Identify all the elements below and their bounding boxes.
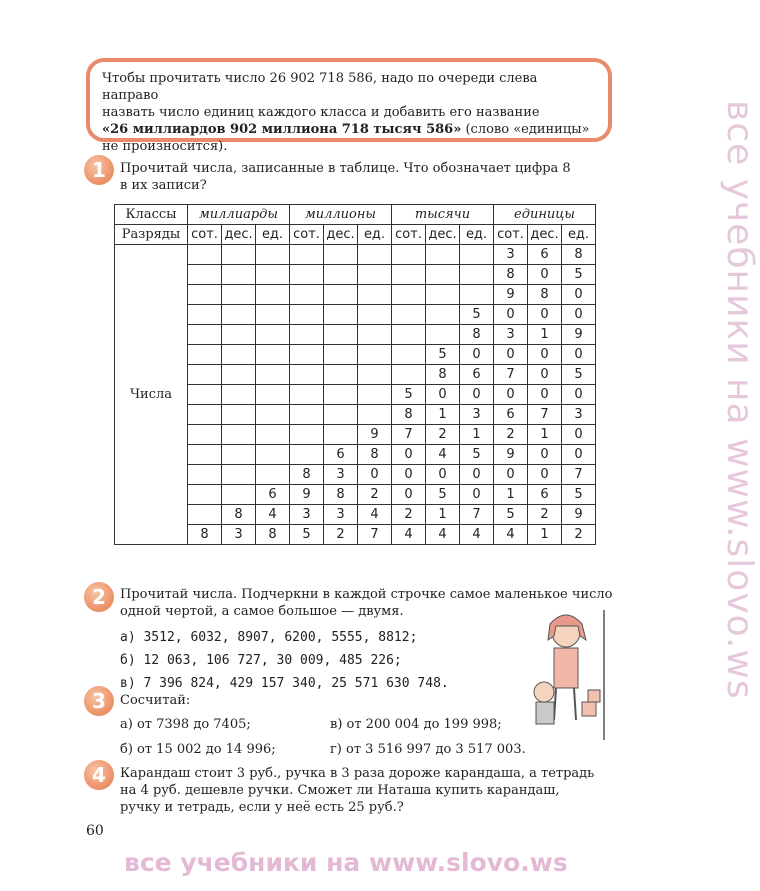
digit-cell: 5 (460, 305, 494, 325)
digit-cell: 1 (528, 525, 562, 545)
digit-cell: 0 (528, 465, 562, 485)
digit-cell (460, 245, 494, 265)
number-row (115, 385, 596, 405)
number-row (115, 265, 596, 285)
digit-cell (290, 365, 324, 385)
digit-cell (256, 425, 290, 445)
digit-cell (358, 245, 392, 265)
number-row (115, 525, 596, 545)
digit-cell: 5 (562, 265, 596, 285)
task-1-text (120, 160, 571, 194)
digit-cell (290, 385, 324, 405)
digit-cell (324, 365, 358, 385)
rule-line-3-rest: (слово «единицы» (461, 122, 590, 137)
digit-cell: 6 (528, 485, 562, 505)
task-3-item-c: в) от 200 004 до 199 998; (330, 717, 502, 732)
digit-cell: 8 (256, 525, 290, 545)
number-row (115, 445, 596, 465)
digit-cell: 7 (460, 505, 494, 525)
number-row (115, 365, 596, 385)
digit-cell: 0 (528, 385, 562, 405)
digit-cell: 9 (358, 425, 392, 445)
classes-label: Классы (115, 205, 188, 225)
digit-cell (358, 305, 392, 325)
digit-cell (392, 285, 426, 305)
digit-cell (460, 265, 494, 285)
digit-cell: 8 (494, 265, 528, 285)
number-row (115, 245, 596, 265)
task-1-line-2: в их записи? (120, 178, 207, 193)
task-4-line-3: ручку и тетрадь, если у неё есть 25 руб.? (120, 800, 404, 815)
digit-cell (222, 445, 256, 465)
digit-cell: 2 (358, 485, 392, 505)
digit-cell (392, 325, 426, 345)
digit-cell: 2 (324, 525, 358, 545)
digit-cell: 2 (392, 505, 426, 525)
digit-cell (290, 285, 324, 305)
digit-cell (358, 265, 392, 285)
class-header: тысячи (392, 205, 494, 225)
digit-cell (290, 345, 324, 365)
digit-cell (426, 305, 460, 325)
digit-cell (188, 445, 222, 465)
digit-cell (324, 265, 358, 285)
digit-cell: 0 (494, 385, 528, 405)
class-header: единицы (494, 205, 596, 225)
rank-header: дес. (222, 225, 256, 245)
digit-cell: 4 (358, 505, 392, 525)
digit-cell: 0 (494, 345, 528, 365)
classes-row (115, 205, 596, 225)
digit-cell: 0 (392, 465, 426, 485)
digit-cell (290, 305, 324, 325)
digit-cell (256, 325, 290, 345)
digit-cell: 0 (494, 305, 528, 325)
digit-cell: 5 (426, 485, 460, 505)
digit-cell: 0 (528, 265, 562, 285)
digit-cell: 9 (562, 325, 596, 345)
digit-cell (188, 345, 222, 365)
task-2-line-1: Прочитай числа. Подчеркни в каждой строчке самое маленькое число (120, 587, 613, 602)
rank-header: ед. (562, 225, 596, 245)
digit-cell: 0 (426, 385, 460, 405)
task-4-text (120, 765, 594, 816)
ranks-row (115, 225, 596, 245)
children-illustration (526, 610, 614, 740)
class-header: миллионы (290, 205, 392, 225)
digit-cell: 0 (562, 445, 596, 465)
digit-cell: 3 (222, 525, 256, 545)
digit-cell: 7 (528, 405, 562, 425)
watermark-bottom: все учебники на www.slovo.ws (124, 848, 568, 877)
digit-cell: 2 (528, 505, 562, 525)
number-row (115, 425, 596, 445)
rule-line-4: не произносится). (102, 139, 228, 154)
digit-cell: 3 (494, 245, 528, 265)
digit-cell: 2 (562, 525, 596, 545)
digit-cell: 1 (528, 425, 562, 445)
digit-cell: 8 (188, 525, 222, 545)
rank-header: дес. (324, 225, 358, 245)
task-4-line-2: на 4 руб. дешевле ручки. Сможет ли Наташа купить карандаш, (120, 783, 560, 798)
digit-cell: 8 (290, 465, 324, 485)
digit-cell: 6 (256, 485, 290, 505)
digit-cell: 3 (562, 405, 596, 425)
digit-cell (358, 325, 392, 345)
digit-cell: 0 (460, 485, 494, 505)
rule-line-3 (102, 121, 596, 138)
digit-cell: 0 (562, 345, 596, 365)
digit-cell (256, 245, 290, 265)
digit-cell (392, 245, 426, 265)
digit-cell: 1 (426, 505, 460, 525)
digit-cell (358, 345, 392, 365)
digit-cell: 8 (358, 445, 392, 465)
digit-cell (222, 285, 256, 305)
digit-cell (392, 365, 426, 385)
task-3-badge: 3 (84, 686, 114, 716)
digit-cell (324, 345, 358, 365)
rank-header: дес. (426, 225, 460, 245)
digit-cell: 4 (256, 505, 290, 525)
rank-header: ед. (358, 225, 392, 245)
digit-cell: 3 (460, 405, 494, 425)
digit-cell: 8 (324, 485, 358, 505)
digit-cell: 6 (460, 365, 494, 385)
digit-cell: 8 (528, 285, 562, 305)
digit-cell (188, 405, 222, 425)
digit-cell: 1 (528, 325, 562, 345)
digit-cell: 4 (460, 525, 494, 545)
digit-cell: 5 (460, 445, 494, 465)
digit-cell (188, 365, 222, 385)
digit-cell: 0 (562, 385, 596, 405)
digit-cell (222, 385, 256, 405)
digit-cell (222, 345, 256, 365)
page-number: 60 (86, 823, 104, 839)
digit-cell (358, 405, 392, 425)
digit-cell: 0 (392, 485, 426, 505)
digit-cell: 0 (562, 305, 596, 325)
digit-cell: 2 (426, 425, 460, 445)
number-row (115, 485, 596, 505)
rule-example-bold: «26 миллиардов 902 миллиона 718 тысяч 586» (102, 122, 462, 137)
digit-cell (222, 325, 256, 345)
numbers-label: Числа (115, 245, 188, 545)
digit-cell: 0 (562, 425, 596, 445)
digit-cell: 4 (392, 525, 426, 545)
digit-cell: 1 (494, 485, 528, 505)
digit-cell (222, 265, 256, 285)
task-3-item-d: г) от 3 516 997 до 3 517 003. (330, 742, 526, 757)
digit-cell: 0 (460, 465, 494, 485)
task-3-item-b: б) от 15 002 до 14 996; (120, 742, 276, 757)
digit-cell: 6 (494, 405, 528, 425)
digit-cell (256, 345, 290, 365)
digit-cell (392, 305, 426, 325)
rank-header: сот. (494, 225, 528, 245)
rank-header: сот. (290, 225, 324, 245)
task-1-line-1: Прочитай числа, записанные в таблице. Что обозначает цифра 8 (120, 161, 571, 176)
digit-cell: 4 (426, 445, 460, 465)
digit-cell (222, 305, 256, 325)
digit-cell (188, 465, 222, 485)
digit-cell (290, 425, 324, 445)
digit-cell (358, 285, 392, 305)
task-2-items (120, 626, 449, 695)
rank-header: дес. (528, 225, 562, 245)
digit-cell: 3 (290, 505, 324, 525)
task-4-line-1: Карандаш стоит 3 руб., ручка в 3 раза дороже карандаша, а тетрадь (120, 766, 595, 781)
digit-cell (222, 405, 256, 425)
digit-cell: 5 (392, 385, 426, 405)
digit-cell: 0 (392, 445, 426, 465)
rank-header: ед. (256, 225, 290, 245)
task-2-item-b: б) 12 063, 106 727, 30 009, 485 226; (120, 653, 402, 668)
digit-cell (256, 465, 290, 485)
digit-cell: 0 (528, 365, 562, 385)
digit-cell: 8 (392, 405, 426, 425)
digit-cell (324, 305, 358, 325)
rule-box (86, 58, 612, 154)
digit-cell (324, 285, 358, 305)
digit-cell: 9 (494, 285, 528, 305)
digit-cell: 0 (358, 465, 392, 485)
digit-cell (188, 425, 222, 445)
digit-cell: 7 (392, 425, 426, 445)
digit-cell (256, 385, 290, 405)
digit-cell: 8 (460, 325, 494, 345)
digit-cell (222, 365, 256, 385)
digit-cell (256, 265, 290, 285)
digit-cell: 6 (528, 245, 562, 265)
ranks-label: Разряды (115, 225, 188, 245)
digit-cell (188, 305, 222, 325)
rank-header: сот. (392, 225, 426, 245)
digit-cell (290, 265, 324, 285)
digit-cell: 5 (426, 345, 460, 365)
digit-cell (188, 265, 222, 285)
digit-cell (358, 365, 392, 385)
task-3-title: Сосчитай: (120, 693, 191, 708)
digit-cell (426, 325, 460, 345)
digit-cell (324, 245, 358, 265)
digit-cell: 0 (460, 345, 494, 365)
digit-cell (188, 285, 222, 305)
digit-cell: 7 (358, 525, 392, 545)
digit-cell: 7 (562, 465, 596, 485)
task-1-badge: 1 (84, 155, 114, 185)
watermark-side: все учебники на www.slovo.ws (719, 100, 760, 700)
digit-cell: 7 (494, 365, 528, 385)
digit-cell: 0 (426, 465, 460, 485)
digit-cell (392, 265, 426, 285)
digit-cell: 0 (494, 465, 528, 485)
number-row (115, 465, 596, 485)
rule-line-1: Чтобы прочитать число 26 902 718 586, надо по очереди слева направо (102, 71, 538, 103)
digit-cell (222, 465, 256, 485)
digit-cell (188, 485, 222, 505)
digit-cell: 2 (494, 425, 528, 445)
digit-cell (324, 405, 358, 425)
digit-cell (188, 245, 222, 265)
digit-cell: 0 (528, 305, 562, 325)
digit-cell (256, 365, 290, 385)
task-2-line-2: одной чертой, а самое большое — двумя. (120, 604, 404, 619)
digit-cell (460, 285, 494, 305)
digit-cell: 5 (290, 525, 324, 545)
digit-cell: 0 (562, 285, 596, 305)
digit-cell (290, 325, 324, 345)
number-row (115, 405, 596, 425)
rank-header: сот. (188, 225, 222, 245)
number-row (115, 505, 596, 525)
digit-cell (222, 245, 256, 265)
task-2-item-a: а) 3512, 6032, 8907, 6200, 5555, 8812; (120, 630, 418, 645)
digit-cell: 6 (324, 445, 358, 465)
digit-cell: 0 (528, 445, 562, 465)
digit-cell (256, 405, 290, 425)
digit-cell: 3 (324, 465, 358, 485)
digits-table (114, 204, 596, 545)
digit-cell: 5 (494, 505, 528, 525)
rule-line-2: назвать число единиц каждого класса и добавить его название (102, 105, 540, 120)
digit-cell (324, 425, 358, 445)
task-2-item-c: в) 7 396 824, 429 157 340, 25 571 630 748. (120, 676, 449, 691)
digit-cell: 9 (562, 505, 596, 525)
digit-cell (222, 485, 256, 505)
digit-cell: 8 (562, 245, 596, 265)
digit-cell: 0 (460, 385, 494, 405)
digit-cell: 9 (494, 445, 528, 465)
digit-cell (256, 305, 290, 325)
digit-cell: 1 (426, 405, 460, 425)
digit-cell (426, 265, 460, 285)
digit-cell (290, 245, 324, 265)
digit-cell (256, 285, 290, 305)
digit-cell (222, 425, 256, 445)
class-header: миллиарды (188, 205, 290, 225)
number-row (115, 305, 596, 325)
number-row (115, 285, 596, 305)
task-4-badge: 4 (84, 760, 114, 790)
digit-cell (426, 245, 460, 265)
digit-cell: 8 (426, 365, 460, 385)
digit-cell (188, 385, 222, 405)
digit-cell (256, 445, 290, 465)
digit-cell: 5 (562, 485, 596, 505)
digit-cell: 0 (528, 345, 562, 365)
digit-cell: 3 (494, 325, 528, 345)
digit-cell (358, 385, 392, 405)
digit-cell: 8 (222, 505, 256, 525)
digit-cell (392, 345, 426, 365)
digit-cell: 4 (494, 525, 528, 545)
digit-cell: 5 (562, 365, 596, 385)
digit-cell (188, 325, 222, 345)
digit-cell (188, 505, 222, 525)
digit-cell (324, 325, 358, 345)
task-3-item-a: а) от 7398 до 7405; (120, 717, 251, 732)
rank-header: ед. (460, 225, 494, 245)
task-2-badge: 2 (84, 582, 114, 612)
digit-cell (426, 285, 460, 305)
number-row (115, 345, 596, 365)
digit-cell (324, 385, 358, 405)
digit-cell: 3 (324, 505, 358, 525)
digit-cell (290, 445, 324, 465)
number-row (115, 325, 596, 345)
digit-cell: 9 (290, 485, 324, 505)
digit-cell: 1 (460, 425, 494, 445)
digit-cell: 4 (426, 525, 460, 545)
digit-cell (290, 405, 324, 425)
